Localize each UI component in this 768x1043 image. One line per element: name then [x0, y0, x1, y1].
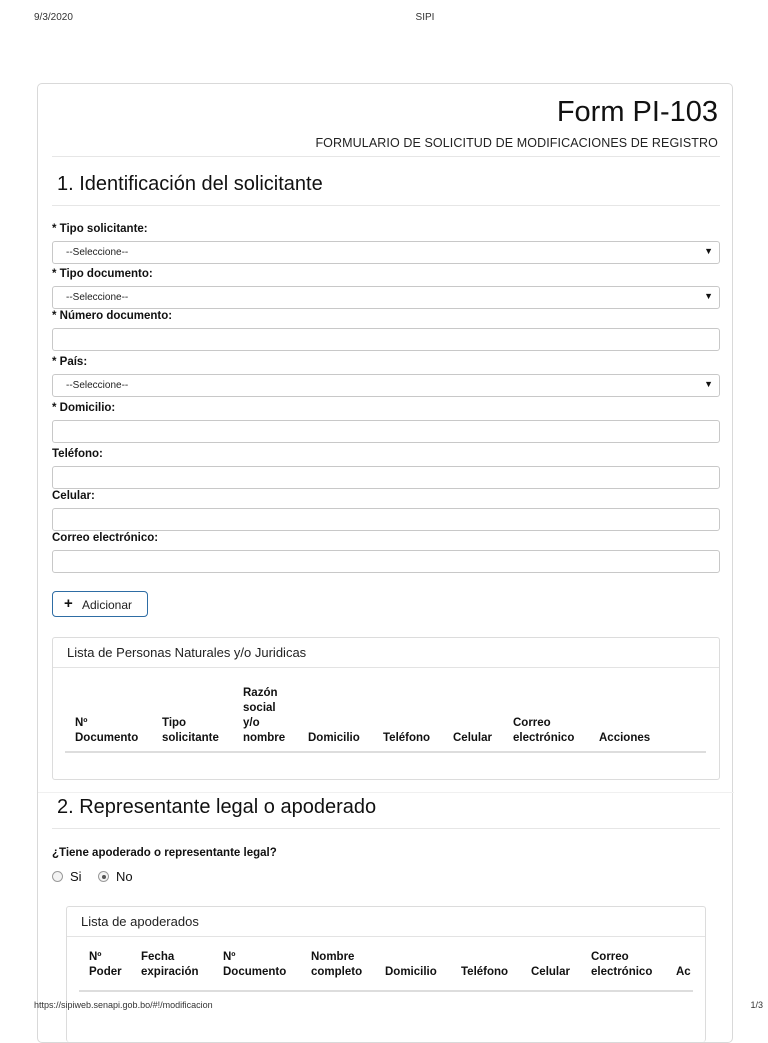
column-header: Domicilio — [385, 966, 437, 978]
column-header: Teléfono — [383, 732, 431, 744]
domicilio-label: * Domicilio: — [52, 402, 116, 414]
table-header-rule — [65, 751, 706, 753]
column-header: Nombre completo — [311, 951, 363, 978]
column-header: Nº Documento — [75, 717, 139, 744]
telefono-label: Teléfono: — [52, 448, 103, 460]
select-value: --Seleccione-- — [66, 247, 129, 258]
column-header: Tipo solicitante — [162, 717, 219, 744]
apoderados-list-title: Lista de apoderados — [81, 914, 199, 929]
pais-select[interactable] — [52, 374, 720, 397]
form-panel — [37, 83, 733, 1043]
caret-down-icon: ▼ — [704, 246, 713, 256]
tipo-solicitante-select[interactable] — [52, 241, 720, 264]
column-header: Nº Poder — [89, 951, 122, 978]
column-header: Nº Documento — [223, 951, 287, 978]
personas-list-title: Lista de Personas Naturales y/o Juridicas — [67, 645, 307, 660]
select-value: --Seleccione-- — [66, 380, 129, 391]
print-url: https://sipiweb.senapi.gob.bo/#!/modificacion — [34, 1000, 213, 1010]
radio-no-label: No — [116, 869, 133, 884]
celular-label: Celular: — [52, 490, 95, 502]
column-header: Fecha expiración — [141, 951, 199, 978]
radio-si-label: Si — [70, 869, 82, 884]
divider — [52, 828, 720, 829]
divider — [52, 205, 720, 206]
caret-down-icon: ▼ — [704, 379, 713, 389]
pais-label: * País: — [52, 356, 88, 368]
add-button[interactable] — [52, 591, 148, 617]
telefono-input[interactable] — [52, 466, 720, 489]
apoderado-question: ¿Tiene apoderado o representante legal? — [52, 847, 277, 859]
radio-si[interactable] — [52, 871, 63, 882]
column-header: Celular — [453, 732, 492, 744]
select-value: --Seleccione-- — [66, 292, 129, 303]
numero-documento-label: * Número documento: — [52, 310, 173, 322]
personas-list-panel — [52, 637, 720, 780]
correo-input[interactable] — [52, 550, 720, 573]
print-page-number: 1/3 — [750, 1000, 763, 1010]
tipo-documento-label: * Tipo documento: — [52, 268, 153, 280]
column-header: Razón social y/o nombre — [243, 687, 286, 744]
divider — [38, 792, 734, 793]
apoderados-list-header — [67, 907, 705, 937]
radio-no[interactable] — [98, 871, 109, 882]
tipo-solicitante-label: * Tipo solicitante: — [52, 223, 148, 235]
numero-documento-input[interactable] — [52, 328, 720, 351]
personas-list-header — [53, 638, 719, 668]
column-header: Teléfono — [461, 966, 509, 978]
section-title-solicitante: 1. Identificación del solicitante — [57, 173, 323, 195]
column-header: Correo electrónico — [513, 717, 575, 744]
caret-down-icon: ▼ — [704, 291, 713, 301]
form-title: Form PI-103 — [556, 96, 718, 128]
column-header: Acciones — [599, 732, 651, 744]
print-date: 9/3/2020 — [34, 12, 73, 23]
column-header: Celular — [531, 966, 570, 978]
section-title-representante: 2. Representante legal o apoderado — [57, 796, 377, 818]
column-header: Ac — [676, 966, 691, 978]
column-header: Domicilio — [308, 732, 360, 744]
print-header — [0, 12, 768, 26]
form-subtitle: FORMULARIO DE SOLICITUD DE MODIFICACIONES DE REGISTRO — [315, 136, 718, 150]
celular-input[interactable] — [52, 508, 720, 531]
apoderados-list-panel — [66, 906, 706, 1042]
column-header: Correo electrónico — [591, 951, 653, 978]
correo-label: Correo electrónico: — [52, 532, 159, 544]
divider — [52, 156, 720, 157]
table-header-rule — [79, 990, 693, 992]
add-button-label: Adicionar — [82, 598, 133, 612]
print-title: SIPI — [415, 12, 435, 23]
plus-icon: + — [64, 595, 73, 612]
tipo-documento-select[interactable] — [52, 286, 720, 309]
domicilio-input[interactable] — [52, 420, 720, 443]
